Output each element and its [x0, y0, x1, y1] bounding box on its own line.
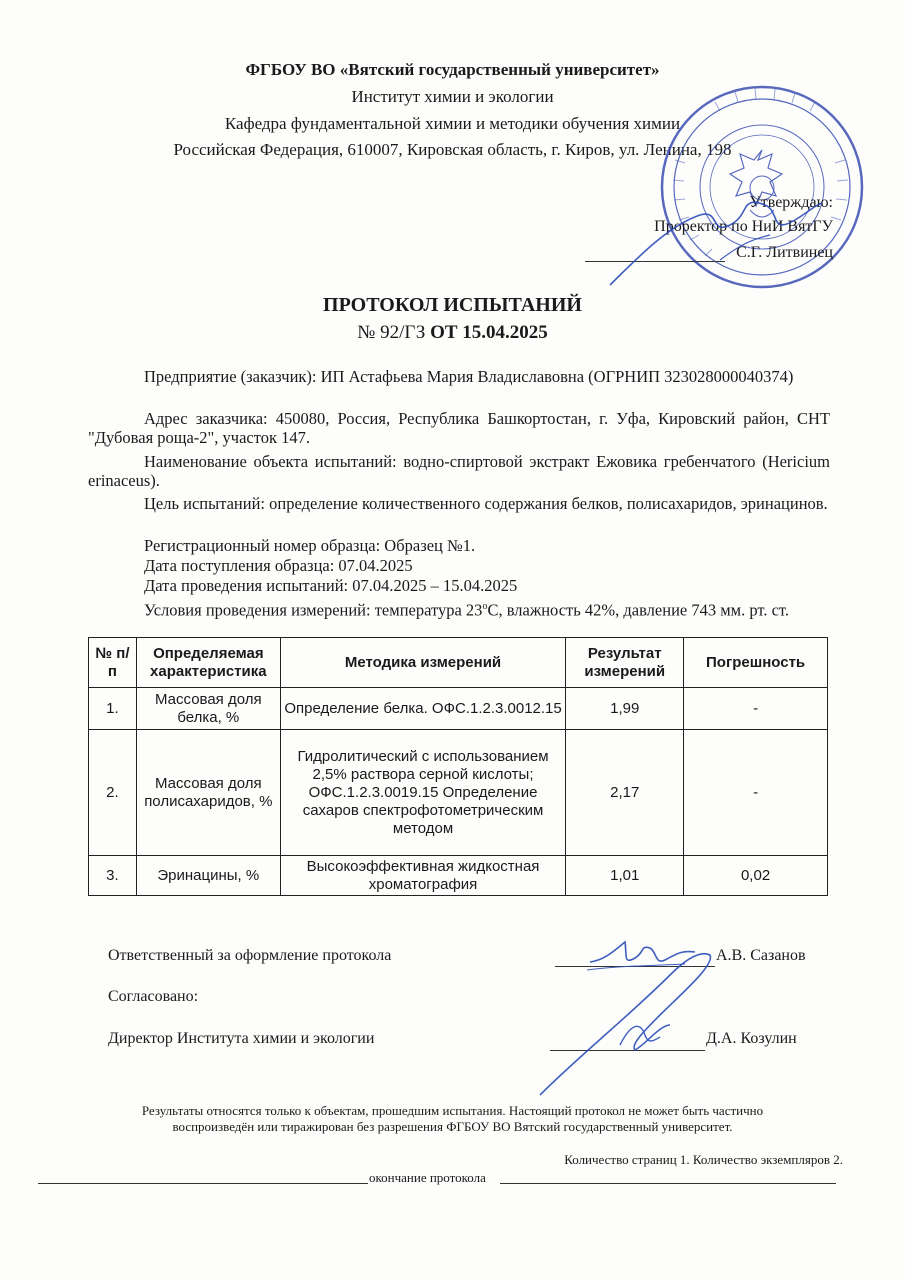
cell-method: Гидролитический с использованием 2,5% раствора серной кислоты; ОФС.1.2.3.0019.15 Определение сахаров спектрофотометрическим методом: [280, 730, 566, 856]
org-address: Российская Федерация, 610007, Кировская область, г. Киров, ул. Ленина, 198: [173, 140, 732, 159]
agreed-label: Согласовано:: [108, 988, 199, 1005]
cell-method: Высокоэффективная жидкостная хроматография: [280, 856, 566, 896]
table-row: [89, 688, 828, 730]
cell-result: 1,99: [566, 688, 684, 730]
info-customer-address: Адрес заказчика: 450080, Россия, Республика Башкортостан, г. Уфа, Кировский район, СНТ "Дубовая роща-2", участок 147.: [88, 409, 830, 447]
institute-name: Институт химии и экологии: [351, 87, 554, 106]
col-header-error: Погрешность: [684, 638, 828, 688]
responsible-label: Ответственный за оформление протокола: [108, 947, 392, 964]
cell-number: 1.: [89, 688, 137, 730]
col-header-number: № п/п: [89, 638, 137, 688]
cell-error: 0,02: [684, 856, 828, 896]
protocol-number: № 92/ГЗ: [357, 322, 426, 343]
cell-number: 3.: [89, 856, 137, 896]
info-conditions: Условия проведения измерений: температура $23^оС$, влажность 42%, давление 743 мм. рт. ст.: [144, 600, 790, 620]
approval-handwritten-signature: [600, 175, 830, 295]
table-header-row: [89, 638, 828, 688]
approval-name: С.Г. Литвинец: [736, 244, 833, 261]
results-table: [88, 637, 828, 896]
info-registration-number: Регистрационный номер образца: Образец №1.: [144, 536, 476, 555]
disclaimer-line-1: Результаты относятся только к объектам, прошедшим испытания. Настоящий протокол не может быть частично: [141, 1103, 764, 1118]
director-handwritten-signature: [510, 945, 740, 1105]
cell-characteristic: Массовая доля полисахаридов, %: [136, 730, 280, 856]
table-row: [89, 856, 828, 896]
col-header-characteristic: Определяемая характеристика: [136, 638, 280, 688]
cell-characteristic: Эринацины, %: [136, 856, 280, 896]
col-header-result: Результат измерений: [566, 638, 684, 688]
end-line-left: [38, 1183, 368, 1184]
disclaimer-line-2: воспроизведён или тиражирован без разрешения ФГБОУ ВО Вятский государственный университет.: [172, 1119, 733, 1134]
approval-label: Утверждаю:: [749, 194, 833, 211]
cell-characteristic: Массовая доля белка, %: [136, 688, 280, 730]
cell-method: Определение белка. ОФС.1.2.3.0012.15: [280, 688, 566, 730]
col-header-method: Методика измерений: [280, 638, 566, 688]
table-row: [89, 730, 828, 856]
protocol-title: ПРОТОКОЛ ИСПЫТАНИЙ: [323, 294, 582, 316]
end-of-protocol-label: окончание протокола: [369, 1170, 486, 1185]
cell-result: 2,17: [566, 730, 684, 856]
cell-number: 2.: [89, 730, 137, 856]
end-line-right: [500, 1183, 836, 1184]
director-label: Директор Института химии и экологии: [108, 1030, 375, 1047]
info-test-dates: Дата проведения испытаний: 07.04.2025 – 15.04.2025: [144, 576, 518, 595]
responsible-name: А.В. Сазанов: [716, 947, 806, 964]
info-test-purpose: Цель испытаний: определение количественного содержания белков, полисахаридов, эринацинов.: [144, 494, 828, 513]
department-name: Кафедра фундаментальной химии и методики обучения химии: [224, 114, 681, 133]
info-received-date: Дата поступления образца: 07.04.2025: [144, 556, 413, 575]
info-customer: Предприятие (заказчик): ИП Астафьева Мария Владиславовна (ОГРНИП 323028000040374): [144, 367, 794, 386]
page-copies-count: Количество страниц 1. Количество экземпляров 2.: [564, 1152, 843, 1167]
protocol-number-line: [0, 322, 905, 344]
cell-error: -: [684, 730, 828, 856]
org-name: ФГБОУ ВО «Вятский государственный университет»: [245, 60, 660, 79]
cell-error: -: [684, 688, 828, 730]
cell-result: 1,01: [566, 856, 684, 896]
info-test-object: Наименование объекта испытаний: водно-спиртовой экстракт Ежовика гребенчатого (Hericium erinaceus).: [88, 452, 830, 490]
protocol-date: ОТ 15.04.2025: [430, 322, 548, 343]
director-name: Д.А. Козулин: [706, 1030, 797, 1047]
approval-position: Проректор по НиИ ВятГУ: [654, 218, 833, 235]
